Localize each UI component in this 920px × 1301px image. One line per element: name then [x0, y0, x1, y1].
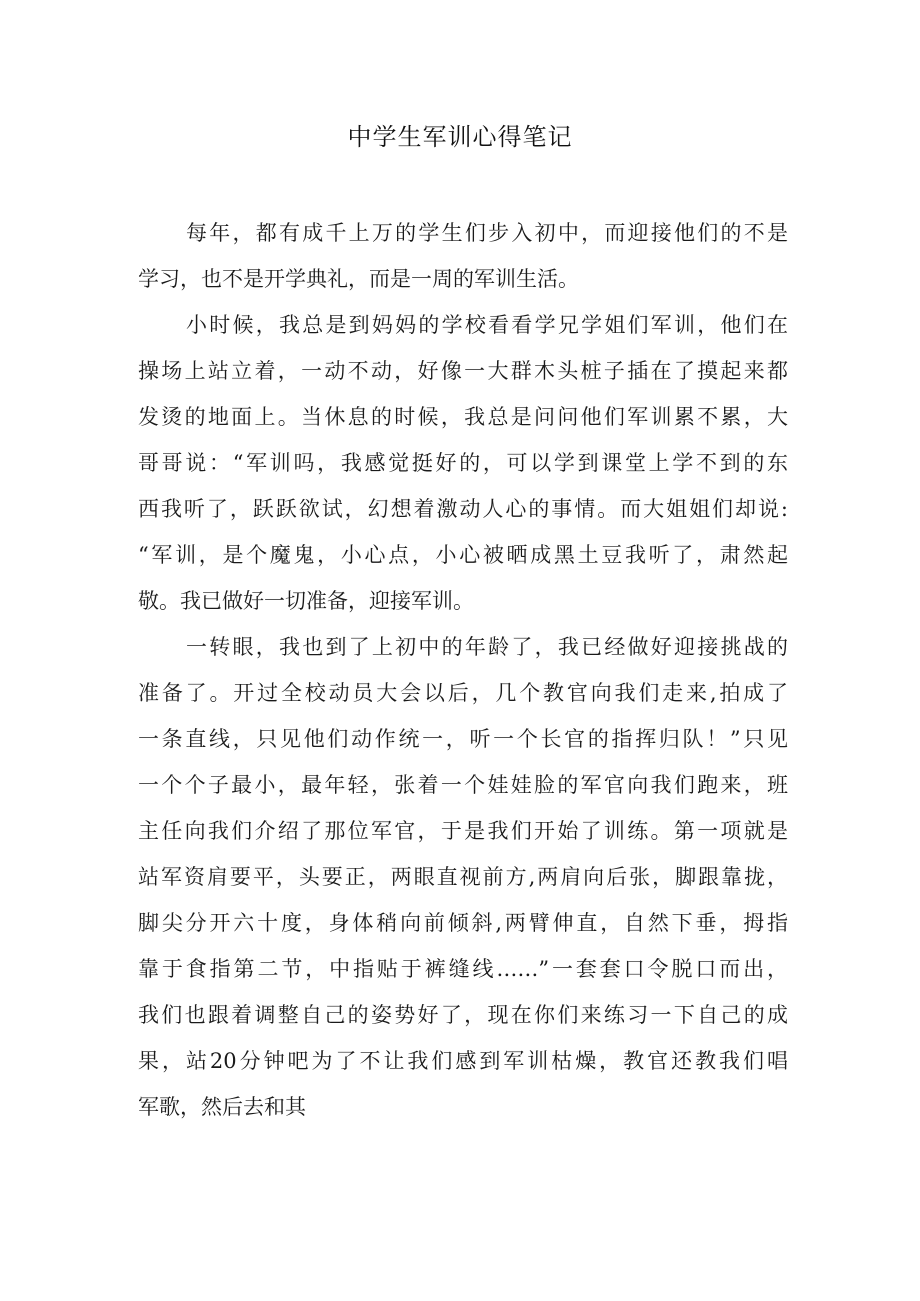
paragraph-2-line-5: 西我听了，跃跃欲试，幻想着激动人心的事情。而大姐姐们却说: — [138, 497, 788, 521]
paragraph-3-line-2: 准备了。开过全校动员大会以后，几个教官向我们走来,拍成了 — [138, 681, 788, 705]
paragraph-3-line-5: 主任向我们介绍了那位军官，于是我们开始了训练。第一项就是 — [138, 819, 788, 843]
paragraph-3-line-11: 军歌，然后去和其 — [138, 1095, 306, 1119]
paragraph-2-line-2: 操场上站立着，一动不动，好像一大群木头桩子插在了摸起来都 — [138, 359, 788, 383]
paragraph-3-line-6: 站军资肩要平，头要正，两眼直视前方,两肩向后张，脚跟靠拢， — [138, 865, 788, 889]
paragraph-3-line-1: 一转眼，我也到了上初中的年龄了，我已经做好迎接挑战的 — [186, 635, 788, 659]
paragraph-2-line-1: 小时候，我总是到妈妈的学校看看学兄学姐们军训，他们在 — [186, 313, 788, 337]
paragraph-2-line-6: “军训，是个魔鬼，小心点，小心被晒成黑土豆我听了，肃然起 — [138, 543, 788, 567]
paragraph-1-line-2: 学习，也不是开学典礼，而是一周的军训生活。 — [138, 267, 579, 291]
paragraph-3-line-9: 我们也跟着调整自己的姿势好了，现在你们来练习一下自己的成 — [138, 1003, 788, 1027]
paragraph-2-line-7: 敬。我已做好一切准备，迎接军训。 — [138, 589, 474, 613]
paragraph-2-line-3: 发烫的地面上。当休息的时候，我总是问问他们军训累不累，大 — [138, 405, 788, 429]
paragraph-3-line-8: 靠于食指第二节，中指贴于裤缝线……”一套套口令脱口而出， — [138, 957, 788, 981]
paragraph-2-line-4: 哥哥说：“军训吗，我感觉挺好的，可以学到课堂上学不到的东 — [138, 451, 788, 475]
paragraph-1-line-1: 每年，都有成千上万的学生们步入初中，而迎接他们的不是 — [186, 221, 788, 245]
paragraph-3-line-4: 一个个子最小，最年轻，张着一个娃娃脸的军官向我们跑来，班 — [138, 773, 788, 797]
paragraph-3-line-7: 脚尖分开六十度，身体稍向前倾斜,两臂伸直，自然下垂，拇指 — [138, 911, 788, 935]
paragraph-3-line-10: 果，站20分钟吧为了不让我们感到军训枯燥，教官还教我们唱 — [138, 1049, 788, 1073]
document-body — [138, 210, 788, 1130]
document-title: 中学生军训心得笔记 — [347, 123, 573, 151]
paragraph-3-line-3: 一条直线，只见他们动作统一，听一个长官的指挥归队！”只见 — [138, 727, 788, 751]
